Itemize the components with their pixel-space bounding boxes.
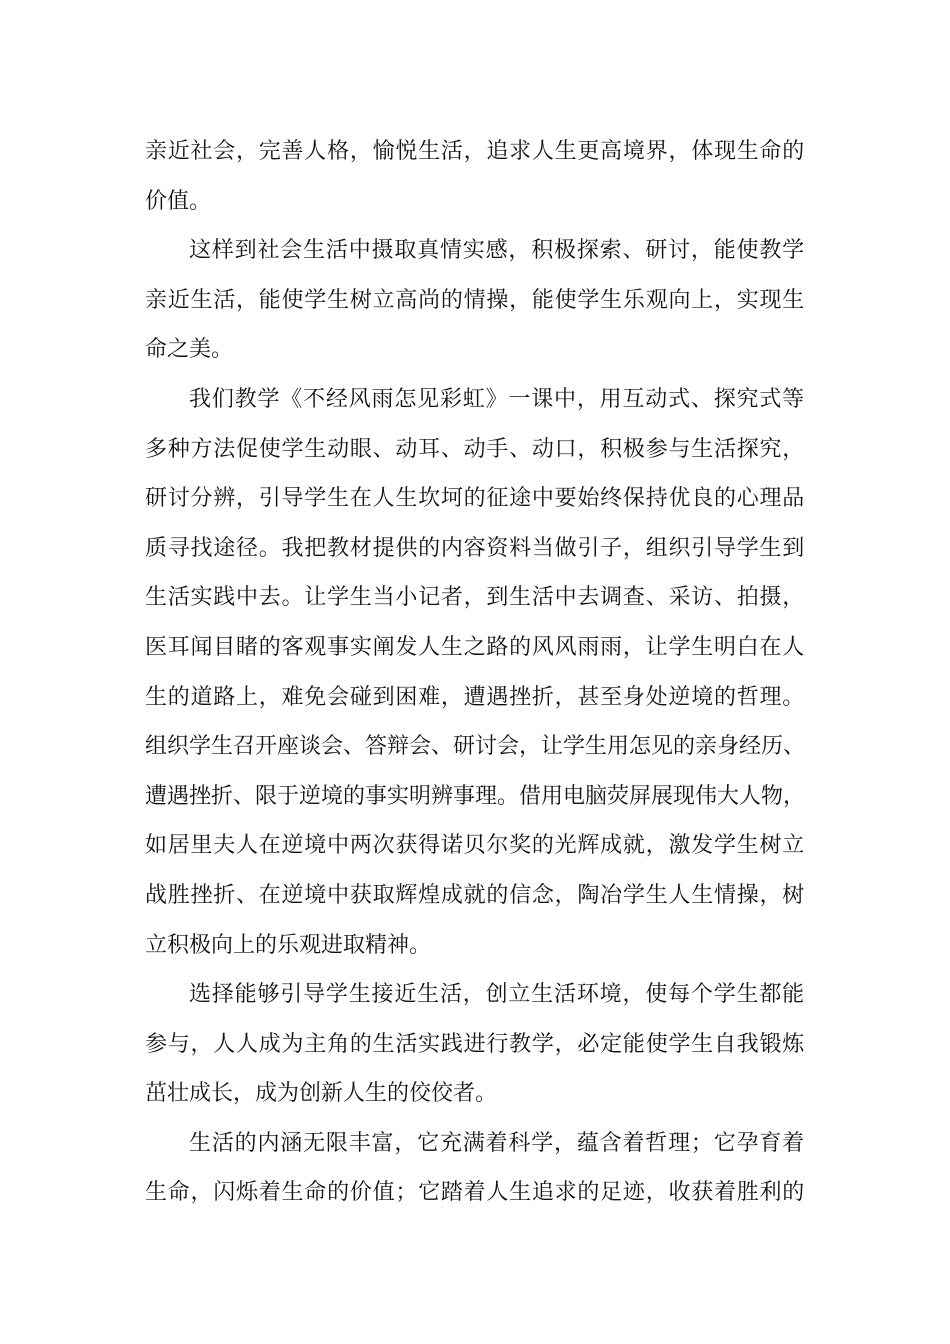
text-line: 价值。 [145,188,212,214]
body-text [145,127,805,1218]
text-line: 研讨分辨，引导学生在人生坎坷的征途中要始终保持优良的心理品 [145,486,806,512]
text-line: 战胜挫折、在逆境中获取辉煌成就的信念，陶冶学生人生情操，树 [145,882,806,908]
text-line: 生活实践中去。让学生当小记者，到生活中去调查、采访、拍摄， [145,585,806,611]
text-line: 亲近生活，能使学生树立高尚的情操，能使学生乐观向上，实现生 [145,287,806,313]
text-line: 生的道路上，难免会碰到困难，遭遇挫折，甚至身处逆境的哲理。 [145,684,806,710]
text-line: 亲近社会，完善人格，愉悦生活，追求人生更高境界，体现生命的 [145,139,806,164]
text-line: 组织学生召开座谈会、答辩会、研讨会，让学生用怎见的亲身经历、 [145,734,806,760]
paragraph [145,970,805,1119]
paragraph [145,127,805,226]
text-line: 如居里夫人在逆境中两次获得诺贝尔奖的光辉成就，激发学生树立 [145,833,806,859]
paragraph [145,375,805,970]
text-line: 立积极向上的乐观进取精神。 [145,932,432,958]
text-line: 命之美。 [145,337,234,363]
text-line: 选择能够引导学生接近生活，创立生活环境，使每个学生都能 [189,982,806,1008]
text-line: 茁壮成长，成为创新人生的佼佼者。 [145,1081,498,1107]
text-line: 医耳闻目睹的客观事实阐发人生之路的风风雨雨，让学生明白在人 [145,634,806,660]
text-line: 生活的内涵无限丰富，它充满着科学，蕴含着哲理；它孕育着 [189,1130,806,1156]
paragraph [145,226,805,375]
text-line: 多种方法促使学生动眼、动耳、动手、动口，积极参与生活探究， [145,436,806,462]
text-line: 遭遇挫折、限于逆境的事实明辨事理。借用电脑荧屏展现伟大人物， [145,783,806,809]
text-line: 我们教学《不经风雨怎见彩虹》一课中，用互动式、探究式等 [189,386,806,412]
text-line: 参与，人人成为主角的生活实践进行教学，必定能使学生自我锻炼 [145,1031,806,1057]
text-line: 这样到社会生活中摄取真情实感，积极探索、研讨，能使教学 [189,238,806,264]
paragraph [145,1119,805,1218]
text-line: 质寻找途径。我把教材提供的内容资料当做引子，组织引导学生到 [145,535,806,561]
text-line: 生命，闪烁着生命的价值；它踏着人生追求的足迹，收获着胜利的 [145,1180,806,1206]
